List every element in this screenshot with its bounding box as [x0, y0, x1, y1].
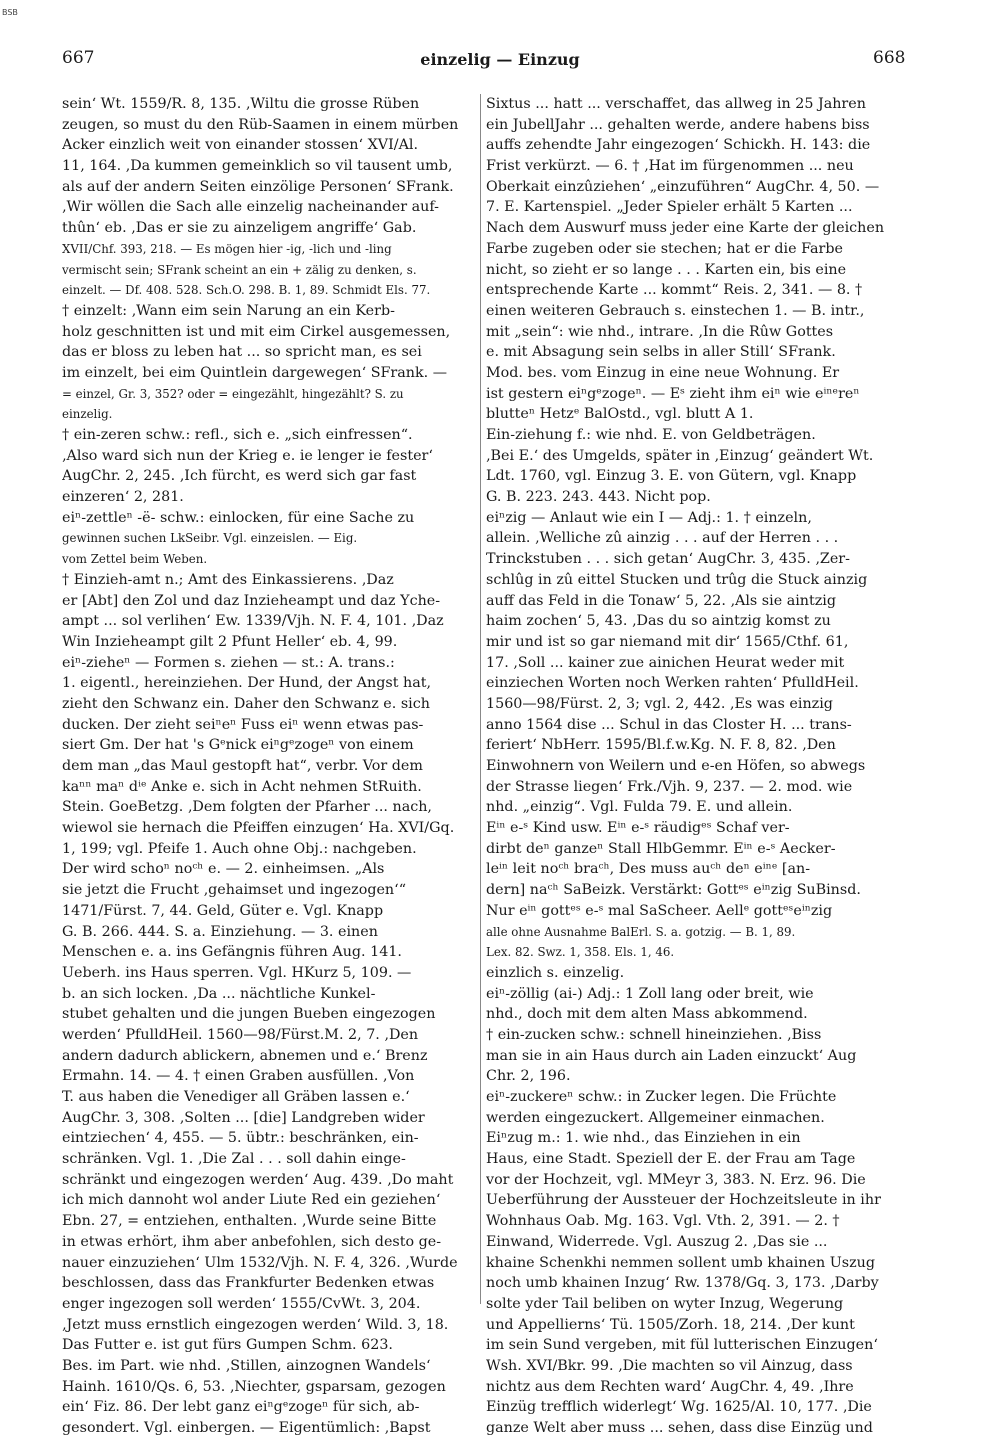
text-line: Chr. 2, 196.	[486, 1068, 571, 1085]
text-line: ‚Also ward sich nun der Krieg e. ie lenger ie fester‘	[62, 447, 433, 464]
text-line: auff das Feld in die Tonaw‘ 5, 22. ‚Als sie aintzig	[486, 592, 837, 609]
text-line: nauer einzuziehen‘ Ulm 1532/Vjh. N. F. 4, 326. ‚Wurde	[62, 1254, 458, 1271]
text-line: man sie in ain Haus durch ain Laden einzuckt‘ Aug	[486, 1047, 857, 1064]
text-line: andern dadurch ablickern, abnemen und e.‘ Brenz	[62, 1047, 428, 1064]
text-line: werden eingezuckert. Allgemeiner einmachen.	[486, 1109, 825, 1126]
text-line: einzeren‘ 2, 281.	[62, 489, 184, 506]
text-line: nichtz aus dem Rechten ward‘ AugChr. 4, 49. ‚Ihre	[486, 1378, 854, 1395]
text-line: 1471/Fürst. 7, 44. Geld, Güter e. Vgl. Knapp	[62, 902, 384, 919]
text-line: im einzelt, bei eim Quintlein dargewegen‘ SFrank. —	[62, 364, 448, 381]
text-line: Nur eⁱⁿ gottᵉˢ e-ˢ mal SaScheer. Aellᵉ gottᵉˢeⁱⁿzig	[486, 902, 833, 919]
text-line: als auf der andern Seiten einzölige Personen‘ SFrank.	[62, 178, 454, 195]
text-line: ein‘ Fiz. 86. Der lebt ganz eiⁿgᵉzogeⁿ für sich, ab-	[62, 1399, 420, 1416]
text-line: einziechen Worten noch Werken rahten‘ PfulldHeil.	[486, 675, 859, 692]
text-line: einen weiteren Gebrauch s. einstechen 1. — B. intr.,	[486, 302, 865, 319]
text-line: kaⁿⁿ maⁿ dⁱᵉ Anke e. sich in Acht nehmen StRuith.	[62, 778, 422, 795]
text-line: eiⁿ-zuckereⁿ schw.: in Zucker legen. Die Früchte	[486, 1089, 837, 1105]
text-line: = einzel, Gr. 3, 352? oder = eingezählt, hingezählt? S. zu	[62, 386, 404, 401]
text-line: mit „sein“: wie nhd., intrare. ‚In die Rûw Gottes	[486, 323, 834, 340]
text-line: Mod. bes. vom Einzug in eine neue Wohnung. Er	[486, 364, 840, 381]
text-line: Eiⁿzug m.: 1. wie nhd., das Einziehen in ein	[486, 1130, 801, 1147]
text-line: Wsh. XVI/Bkr. 99. ‚Die machten so vil Ainzug, dass	[486, 1357, 853, 1374]
text-line: 1560—98/Fürst. 2, 3; vgl. 2, 442. ‚Es was einzig	[486, 695, 833, 712]
text-line: † ein-zeren schw.: refl., sich e. „sich einfressen“.	[62, 427, 413, 443]
text-line: XVII/Chf. 393, 218. — Es mögen hier -ig, -lich und -ling	[62, 241, 392, 256]
text-line: gewinnen suchen LkSeibr. Vgl. einzeislen. — Eig.	[62, 531, 358, 546]
text-line: Ermahn. 14. — 4. † einen Graben ausfüllen. ‚Von	[62, 1068, 415, 1085]
text-line: dirbt deⁿ ganzeⁿ Stall HlbGemmr. Eⁱⁿ e-ˢ Aecker-	[486, 840, 836, 857]
text-line: Ebn. 27, = entziehen, enthalten. ‚Wurde seine Bitte	[62, 1213, 437, 1230]
text-line: feriert‘ NbHerr. 1595/Bl.f.w.Kg. N. F. 8, 82. ‚Den	[486, 737, 836, 754]
text-line: thûn‘ eb. ‚Das er sie zu ainzeligem angriffe‘ Gab.	[62, 220, 417, 237]
text-line: eiⁿzig — Anlaut wie ein I — Adj.: 1. † einzeln,	[486, 509, 812, 526]
text-line: einzelig.	[62, 407, 113, 422]
text-line: Stein. GoeBetzg. ‚Dem folgten der Pfarher ... nach,	[62, 799, 432, 816]
text-line: wiewol sie hernach die Pfeiffen einzugen‘ Ha. XVI/Gq.	[62, 820, 455, 837]
text-line: ampt ... sol verlihen‘ Ew. 1339/Vjh. N. F. 4, 101. ‚Daz	[62, 613, 444, 630]
text-line: Sixtus ... hatt ... verschaffet, das allweg in 25 Jahren	[486, 96, 866, 112]
text-line: † einzelt: ‚Wann eim sein Narung an ein Kerb-	[62, 302, 395, 319]
text-line: Einzüg trefflich widerlegt‘ Wg. 1625/Al. 10, 177. ‚Die	[486, 1399, 872, 1416]
page-number-right: 668	[873, 48, 906, 68]
page-number-left: 667	[62, 48, 95, 68]
text-line: AugChr. 3, 308. ‚Solten ... [die] Landgreben wider	[62, 1109, 425, 1126]
text-line: nhd. „einzig“. Vgl. Fulda 79. E. und allein.	[486, 799, 793, 816]
text-line: zieht den Schwanz ein. Daher den Schwanz e. sich	[62, 695, 430, 712]
text-line: ich mich dannoht wol ander Liute Red ein geziehen‘	[62, 1192, 441, 1209]
text-line: dem man „das Maul gestopft hat“, verbr. Vor dem	[62, 758, 423, 774]
text-line: Einwohnern von Weilern und e-en Höfen, so abwegs	[486, 758, 866, 774]
text-line: enger ingezogen soll werden‘ 1555/CvWt. 3, 204.	[62, 1295, 421, 1312]
text-line: Einwand, Widerrede. Vgl. Auszug 2. ‚Das sie ...	[486, 1233, 828, 1250]
text-line: werden‘ PfulldHeil. 1560—98/Fürst.M. 2, 7. ‚Den	[62, 1026, 419, 1043]
text-line: noch umb khainen Inzug‘ Rw. 1378/Gq. 3, 173. ‚Darby	[486, 1275, 879, 1292]
text-line: stubet gehalten und die jungen Bueben eingezogen	[62, 1006, 436, 1023]
text-line: 1. eigentl., hereinziehen. Der Hund, der Angst hat,	[62, 675, 432, 692]
text-line: Haus, eine Stadt. Speziell der E. der Frau am Tage	[486, 1151, 856, 1168]
text-line: nicht, so zieht er so lange . . . Karten ein, bis eine	[486, 261, 847, 278]
text-line: ‚Jetzt muss ernstlich eingezogen werden‘ Wild. 3, 18.	[62, 1316, 449, 1333]
text-line: holz geschnitten ist und mit eim Cirkel ausgemessen,	[62, 323, 451, 340]
text-line: siert Gm. Der hat 's Gᵉnick eiⁿgᵉzogeⁿ von einem	[62, 737, 414, 754]
left-column	[62, 94, 472, 1439]
text-line: Das Futter e. ist gut fürs Gumpen Schm. 623.	[62, 1337, 393, 1354]
text-line: T. aus haben die Venediger all Gräben lassen e.‘	[62, 1089, 410, 1105]
text-line: ganze Welt aber muss ... sehen, dass dise Einzüg und	[486, 1420, 873, 1436]
text-line: Ueberh. ins Haus sperren. Vgl. HKurz 5, 109. —	[62, 964, 412, 981]
text-line: Ueberführung der Aussteuer der Hochzeitsleute in ihr	[486, 1192, 881, 1209]
text-line: eiⁿ-zöllig (ai-) Adj.: 1 Zoll lang oder breit, wie	[486, 985, 814, 1002]
text-line: AugChr. 2, 245. ‚Ich fürcht, es werd sich gar fast	[62, 468, 417, 485]
text-line: Ldt. 1760, vgl. Einzug 3. E. von Gütern, vgl. Knapp	[486, 468, 857, 485]
text-line: blutteⁿ Hetzᵉ BalOstd., vgl. blutt A 1.	[486, 406, 754, 423]
text-line: Win Inzieheampt gilt 2 Pfunt Heller‘ eb. 4, 99.	[62, 633, 398, 650]
library-stamp: BSB	[2, 8, 18, 17]
text-line: Ein-ziehung f.: wie nhd. E. von Geldbeträgen.	[486, 427, 816, 443]
text-line: sein‘ Wt. 1559/R. 8, 135. ‚Wiltu die grosse Rüben	[62, 96, 420, 112]
text-line: schränken. Vgl. 1. ‚Die Zal . . . soll dahin einge-	[62, 1151, 406, 1168]
text-line: ein JubellJahr ... gehalten werde, andere habens biss	[486, 116, 870, 133]
text-line: mir und ist so gar niemand mit dir‘ 1565/Cthf. 61,	[486, 633, 849, 650]
text-line: ducken. Der zieht seiⁿeⁿ Fuss eiⁿ wenn etwas pas-	[62, 716, 424, 733]
text-line: † Einzieh-amt n.; Amt des Einkassierens. ‚Daz	[62, 571, 394, 588]
text-line: beschlossen, dass das Frankfurter Bedenken etwas	[62, 1275, 435, 1292]
text-line: einzelt. — Df. 408. 528. Sch.O. 298. B. 1, 89. Schmidt Els. 77.	[62, 283, 431, 298]
text-line: in etwas erhört, ihm aber anbefohlen, sich desto ge-	[62, 1233, 442, 1250]
text-line: einzlich s. einzelig.	[486, 964, 625, 981]
text-line: Der wird schoⁿ noᶜʰ e. — 2. einheimsen. „Als	[62, 861, 385, 878]
text-line: ‚Bei E.‘ des Umgelds, später in ‚Einzug‘ geändert Wt.	[486, 447, 874, 464]
text-line: ist gestern eiⁿgᵉzogeⁿ. — Eˢ zieht ihm eiⁿ wie eⁱⁿᵉreⁿ	[486, 385, 860, 402]
text-line: 17. ‚Soll ... kainer zue ainichen Heurat weder mit	[486, 654, 845, 671]
text-line: vor der Hochzeit, vgl. MMeyr 3, 383. N. Erz. 96. Die	[486, 1171, 866, 1188]
text-line: auffs zehendte Jahr eingezogen‘ Schickh. H. 143: die	[486, 137, 871, 154]
text-line: e. mit Absagung sein selbs in aller Still‘ SFrank.	[486, 344, 836, 361]
text-line: Menschen e. a. ins Gefängnis führen Aug. 141.	[62, 944, 402, 961]
text-line: sie jetzt die Frucht ‚gehaimset und ingezogen‘“	[62, 882, 406, 899]
text-line: vom Zettel beim Weben.	[62, 552, 208, 567]
text-line: dern] naᶜʰ SaBeizk. Verstärkt: Gottᵉˢ eⁱⁿzig SuBinsd.	[486, 882, 861, 899]
text-line: anno 1564 dise ... Schul in das Closter H. ... trans-	[486, 716, 852, 733]
text-line: entsprechende Karte ... kommt“ Reis. 2, 341. — 8. †	[486, 282, 863, 299]
text-line: nhd., doch mit dem alten Mass abkommend.	[486, 1006, 808, 1023]
text-line: schlûg in zû eittel Stucken und trûg die Stuck ainzig	[486, 571, 868, 588]
text-line: zeugen, so must du den Rüb-Saamen in einem mürben	[62, 116, 459, 133]
text-line: Acker einzlich weit von einander stossen‘ XVI/Al.	[62, 137, 419, 154]
text-line: Bes. im Part. wie nhd. ‚Stillen, ainzognen Wandels‘	[62, 1357, 431, 1374]
text-line: khaine Schenkhi nemmen sollent umb khainen Uszug	[486, 1254, 876, 1271]
text-line: eintziechen‘ 4, 455. — 5. übtr.: beschränken, ein-	[62, 1130, 419, 1147]
text-line: Lex. 82. Swz. 1, 358. Els. 1, 46.	[486, 945, 675, 960]
text-line: gesondert. Vgl. einbergen. — Eigentümlich: ‚Bapst	[62, 1420, 431, 1436]
text-line: 7. E. Kartenspiel. „Jeder Spieler erhält 5 Karten ...	[486, 199, 853, 216]
text-line: Oberkait einzûziehen‘ „einzuführen“ AugChr. 4, 50. —	[486, 178, 880, 195]
text-line: ‚Wir wöllen die Sach alle einzelig nacheinander auf-	[62, 199, 439, 216]
text-line: 11, 164. ‚Da kummen gemeinklich so vil tausent umb,	[62, 158, 453, 175]
text-line: G. B. 223. 243. 443. Nicht pop.	[486, 489, 711, 506]
text-line: † ein-zucken schw.: schnell hineinziehen. ‚Biss	[486, 1026, 822, 1043]
text-line: b. an sich locken. ‚Da ... nächtliche Kunkel-	[62, 985, 376, 1002]
text-line: leⁱⁿ leit noᶜʰ braᶜʰ, Des muss auᶜʰ deⁿ eⁱⁿᵉ [an-	[486, 861, 811, 878]
text-line: G. B. 266. 444. S. a. Einziehung. — 3. einen	[62, 923, 378, 940]
text-line: Frist verkürzt. — 6. † ‚Hat im fürgenommen ... neu	[486, 158, 854, 175]
text-line: vermischt sein; SFrank scheint an ein + zälig zu denken, s.	[62, 262, 417, 277]
text-line: eiⁿ-zettleⁿ -ë- schw.: einlocken, für eine Sache zu	[62, 509, 415, 526]
text-line: Nach dem Auswurf muss jeder eine Karte der gleichen	[486, 220, 885, 237]
running-head: einzelig — Einzug	[420, 50, 580, 69]
text-line: der Strasse liegen‘ Frk./Vjh. 9, 237. — 2. mod. wie	[486, 778, 853, 795]
text-line: allein. ‚Welliche zû ainzig . . . auf der Herren . . .	[486, 530, 839, 547]
right-column	[486, 94, 896, 1439]
text-line: Farbe zugeben oder sie stechen; hat er die Farbe	[486, 240, 843, 257]
text-line: schränkt und eingezogen werden‘ Aug. 439. ‚Do maht	[62, 1171, 454, 1188]
text-line: Hainh. 1610/Qs. 6, 53. ‚Niechter, gsparsam, gezogen	[62, 1378, 446, 1395]
text-line: im sein Sund vergeben, mit fül lutterischen Einzugen‘	[486, 1337, 878, 1354]
text-line: eiⁿ-zieheⁿ — Formen s. ziehen — st.: A. trans.:	[62, 654, 395, 671]
text-line: 1, 199; vgl. Pfeife 1. Auch ohne Obj.: nachgeben.	[62, 840, 417, 857]
column-divider	[480, 94, 481, 1304]
text-line: das er bloss zu leben hat ... so spricht man, es sei	[62, 344, 422, 361]
text-line: und Appelliernsʻ Tü. 1505/Zorh. 18, 214. ‚Der kunt	[486, 1316, 855, 1333]
text-line: alle ohne Ausnahme BalErl. S. a. gotzig. — B. 1, 89.	[486, 924, 796, 939]
text-line: Eⁱⁿ e-ˢ Kind usw. Eⁱⁿ e-ˢ räudigᵉˢ Schaf ver-	[486, 820, 790, 837]
text-line: er [Abt] den Zol und daz Inzieheampt und daz Yche-	[62, 592, 441, 609]
text-line: solte yder Tail beliben on wyter Inzug, Wegerung	[486, 1295, 844, 1312]
text-line: Wohnhaus Oab. Mg. 163. Vgl. Vth. 2, 391. — 2. †	[486, 1213, 840, 1230]
text-line: haim zochen‘ 5, 43. ‚Das du so aintzig komst zu	[486, 613, 831, 630]
text-line: Trinckstuben . . . sich getan‘ AugChr. 3, 435. ‚Zer-	[486, 551, 850, 568]
